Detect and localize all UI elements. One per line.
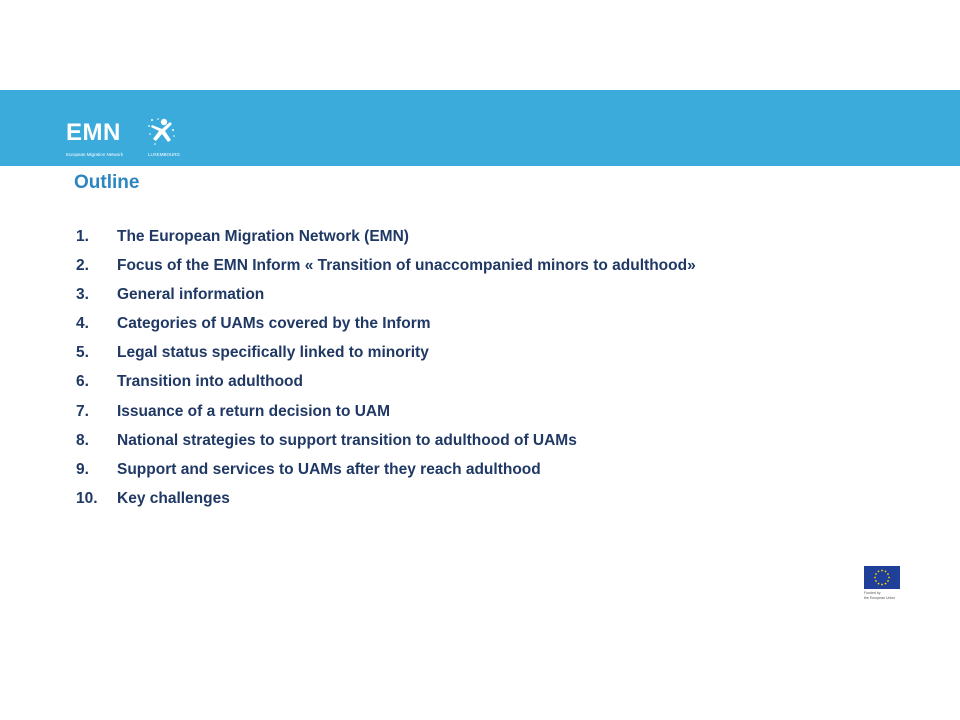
item-number: 10.	[76, 489, 98, 507]
item-text: Issuance of a return decision to UAM	[117, 402, 391, 420]
emn-logo	[66, 119, 186, 163]
logo-subtitle: European Migration Network	[66, 152, 124, 157]
item-text: Support and services to UAMs after they reach adulthood	[117, 460, 541, 478]
item-number: 1.	[76, 228, 89, 245]
item-number: 4.	[76, 315, 89, 333]
item-text: National strategies to support transition to adulthood of UAMs	[117, 431, 577, 449]
eu-funding-badge	[864, 566, 904, 606]
logo-country: LUXEMBOURG	[148, 152, 181, 157]
item-number: 8.	[76, 431, 89, 449]
eu-flag-icon	[864, 566, 900, 589]
slide-title: Outline	[74, 172, 140, 193]
item-text: Key challenges	[117, 489, 230, 507]
item-number: 9.	[76, 460, 89, 478]
eu-caption-line: Funded by	[864, 591, 881, 595]
item-number: 5.	[76, 344, 89, 362]
item-text: Categories of UAMs covered by the Inform	[117, 315, 431, 333]
item-number: 6.	[76, 373, 89, 391]
emn-star-figure-icon	[146, 116, 176, 146]
item-number: 7.	[76, 402, 89, 420]
eu-caption	[864, 591, 904, 600]
item-text: The European Migration Network (EMN)	[117, 228, 409, 245]
item-number: 2.	[76, 257, 89, 275]
item-number: 3.	[76, 286, 89, 304]
eu-caption-line: the European Union	[864, 595, 896, 600]
item-text: Focus of the EMN Inform « Transition of unaccompanied minors to adulthood»	[117, 257, 696, 275]
item-text: Legal status specifically linked to minority	[117, 344, 429, 362]
item-text: Transition into adulthood	[117, 373, 303, 391]
logo-text: EMN	[66, 119, 121, 146]
item-text: General information	[117, 286, 265, 304]
